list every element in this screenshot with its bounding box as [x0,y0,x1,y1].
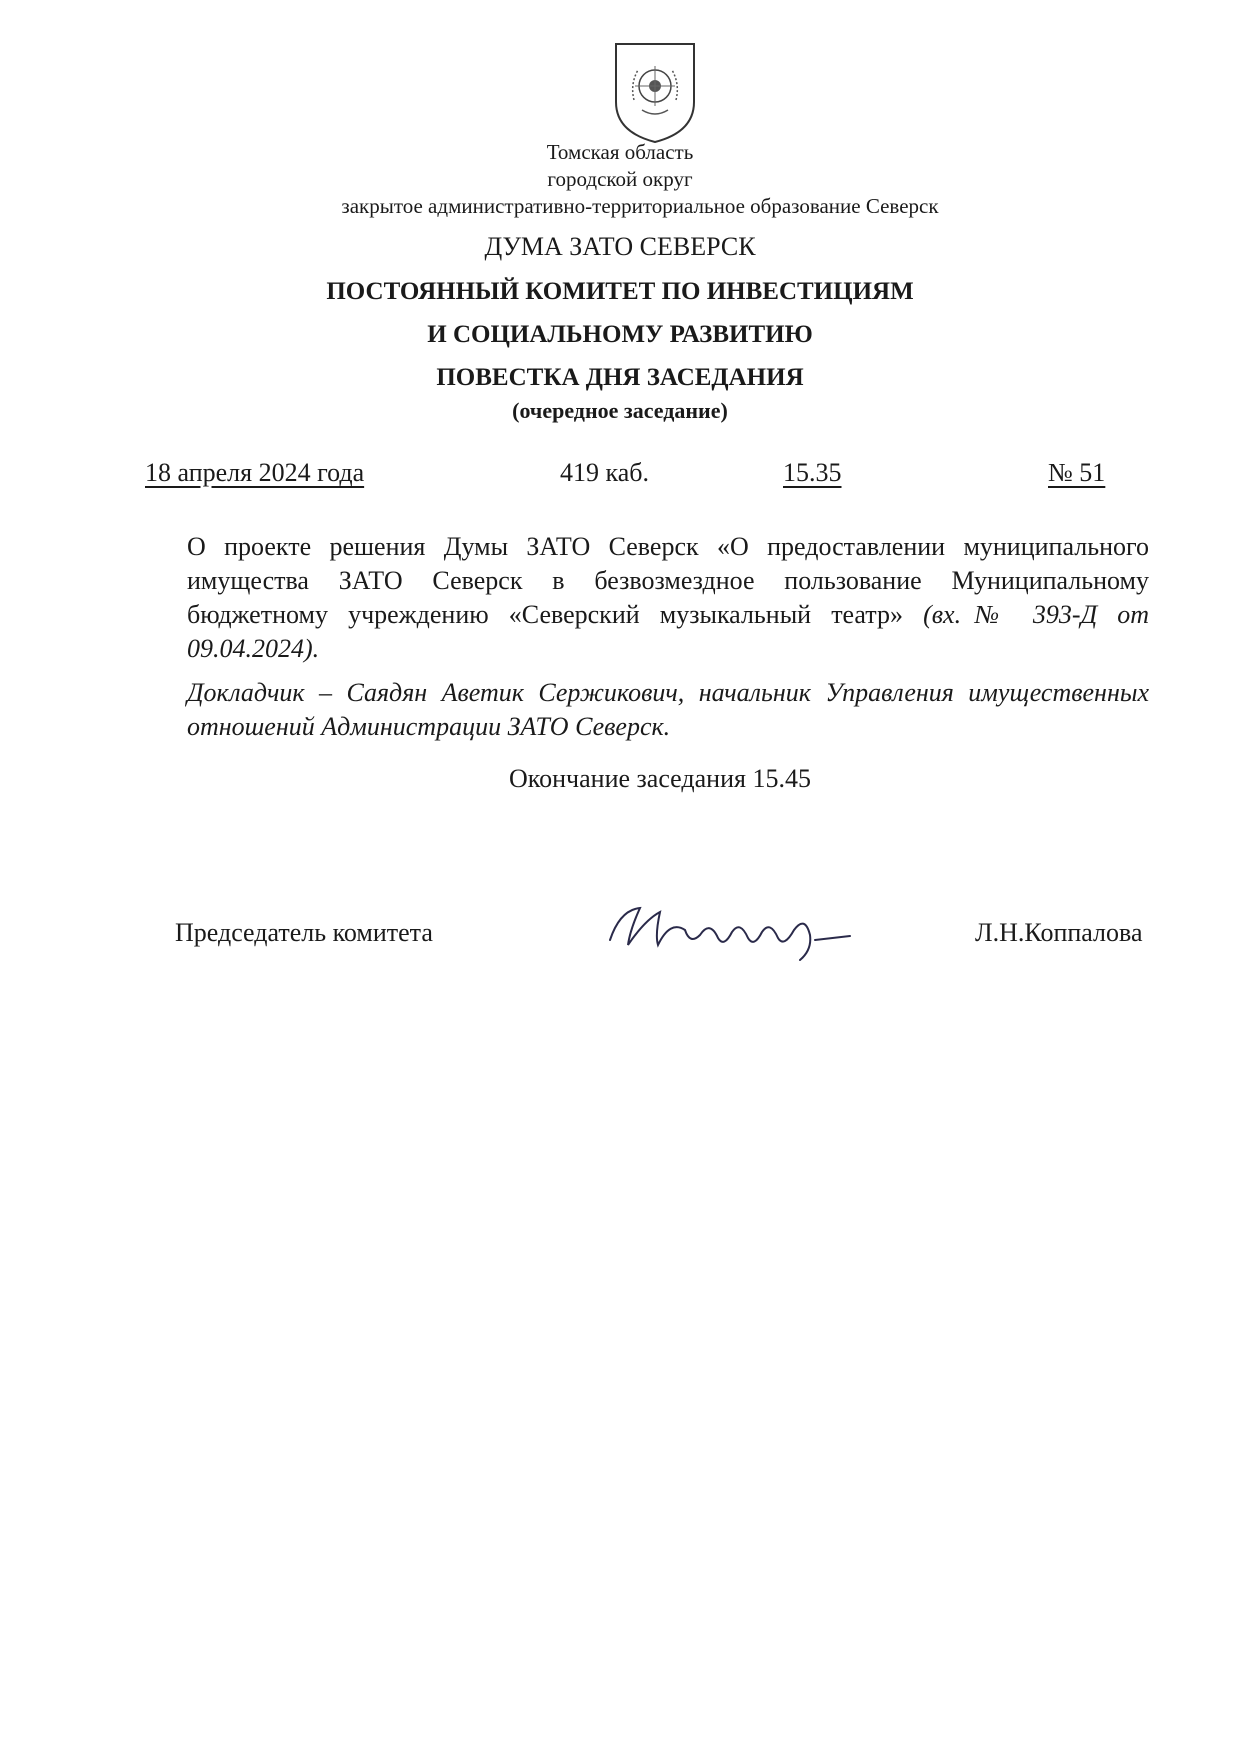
agenda-title: ПОВЕСТКА ДНЯ ЗАСЕДАНИЯ [436,364,804,391]
region-line: Томская область [546,140,694,164]
duma-title: ДУМА ЗАТО СЕВЕРСК [484,232,756,261]
agenda-item-text: О проекте решения Думы ЗАТО Северск «О предоставлении муниципального имущества ЗАТО Северск в безвозмездное пользование Муниципальному бюджетному учреждению «Северский музыкальный театр» [187,532,1149,629]
entity-line: закрытое административно-территориальное образование Северск [341,194,939,218]
district-line: городской округ [547,167,693,191]
coat-of-arms-icon [612,40,698,146]
agenda-item [187,530,1149,666]
meeting-time: 15.35 [783,458,842,487]
chairman-name: Л.Н.Коппалова [975,918,1143,947]
committee-title-line2: И СОЦИАЛЬНОМУ РАЗВИТИЮ [427,321,813,348]
committee-title-line1: ПОСТОЯННЫЙ КОМИТЕТ ПО ИНВЕСТИЦИЯМ [326,278,914,305]
closing-line: Окончание заседания 15.45 [509,764,811,793]
meeting-date: 18 апреля 2024 года [145,458,365,487]
agenda-subtitle: (очередное заседание) [512,398,728,423]
chairman-role: Председатель комитета [175,918,433,947]
speaker-line: Докладчик – Саядян Аветик Сержикович, начальник Управления имущественных отношений Администрации ЗАТО Северск. [187,678,1149,741]
agenda-item-ref: (вх.№ 393-Д от 09.04.2024). [187,600,1149,663]
meeting-room: 419 каб. [560,458,650,487]
handwritten-signature-icon [600,890,880,970]
meeting-number: № 51 [1048,458,1106,487]
